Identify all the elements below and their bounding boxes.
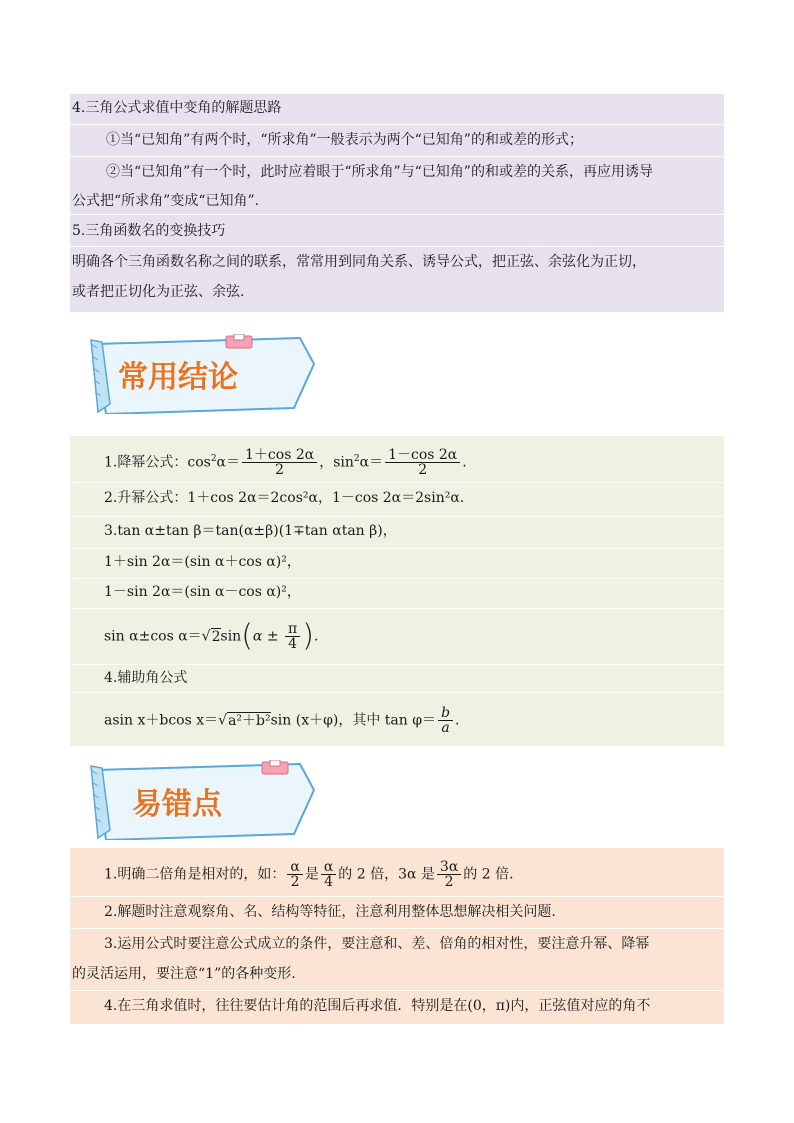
fraction: $\frac{1-\cos 2\alpha}{2}$ bbox=[385, 448, 460, 477]
fraction: $\frac{\pi}{4}$ bbox=[285, 622, 300, 651]
tips-heading-4: 4.三角公式求值中变角的解题思路 bbox=[72, 100, 282, 116]
mistake-1: 1.明确二倍角是相对的，如： $\frac{\alpha}{2}$ 是 $\frac{\alpha}{4}$ 的 2 倍，3α 是 $\frac{3\alpha}{2}$ 的 2 倍. bbox=[104, 859, 514, 890]
mistake-2: 2.解题时注意观察角、名、结构等特征，注意利用整体思想解决相关问题. bbox=[104, 904, 556, 920]
mistake-3b: 的灵活运用，要注意“1”的各种变形. bbox=[72, 966, 296, 982]
tips-heading-5: 5.三角函数名的变换技巧 bbox=[72, 223, 226, 239]
fraction: $\frac{1+\cos 2\alpha}{2}$ bbox=[242, 448, 317, 477]
tips-para-3b: 或者把正切化为正弦、余弦. bbox=[72, 284, 245, 300]
formula-auxiliary-angle: asin x＋bcos x＝√a²＋b²sin (x＋φ)，其中 tan φ＝ $\frac{b}{a}$ . bbox=[104, 705, 460, 736]
formula-one-minus-sin: 1－sin 2α＝(sin α－cos α)²， bbox=[104, 584, 301, 600]
tips-para-2b: 公式把“所求角”变成“已知角”. bbox=[72, 193, 260, 209]
formula-auxiliary-heading: 4.辅助角公式 bbox=[104, 670, 188, 686]
tips-para-3a: 明确各个三角函数名称之间的联系，常常用到同角关系、诱导公式，把正弦、余弦化为正切， bbox=[72, 254, 646, 270]
banner-common-conclusions bbox=[88, 334, 326, 414]
mistakes-box bbox=[70, 848, 724, 1024]
mistake-4: 4.在三角求值时，往往要估计角的范围后再求值．特别是在(0，π)内，正弦值对应的角不 bbox=[104, 998, 651, 1014]
mistake-3a: 3.运用公式时要注意公式成立的条件，要注意和、差、倍角的相对性，要注意升幂、降幂 bbox=[104, 936, 650, 952]
banner-common-mistakes bbox=[88, 760, 326, 840]
fraction: $\frac{\alpha}{2}$ bbox=[287, 860, 302, 889]
formula-sin-cos-sum: sin α±cos α＝√2sin(α ± $\frac{\pi}{4}$ ). bbox=[104, 618, 319, 654]
formulas-box bbox=[70, 436, 724, 746]
fraction: $\frac{b}{a}$ bbox=[438, 706, 453, 735]
formula-one-plus-sin: 1＋sin 2α＝(sin α＋cos α)²， bbox=[104, 554, 301, 570]
fraction: $\frac{3\alpha}{2}$ bbox=[437, 860, 461, 889]
tips-para-1: ①当“已知角”有两个时，“所求角”一般表示为两个“已知角”的和或差的形式； bbox=[106, 132, 583, 148]
tips-para-2a: ②当“已知角”有一个时，此时应着眼于“所求角”与“已知角”的和或差的关系，再应用诱导 bbox=[106, 164, 653, 180]
formula-power-reduction: 1.降幂公式：$\cos^2\alpha=$ $\frac{1+\cos 2\alpha}{2}$ ，$\sin^2\alpha=$ $\frac{1-\cos 2\alpha}{2}$ . bbox=[104, 447, 467, 478]
tips-box bbox=[70, 94, 724, 312]
formula-tan-sum: 3.tan α±tan β＝tan(α±β)(1∓tan αtan β)， bbox=[104, 523, 397, 539]
banner2-title: 易错点 bbox=[132, 787, 222, 822]
formula-power-raise: 2.升幂公式：1＋cos 2α＝2cos²α，1－cos 2α＝2sin²α. bbox=[104, 490, 465, 506]
fraction: $\frac{\alpha}{4}$ bbox=[321, 860, 336, 889]
banner1-title: 常用结论 bbox=[118, 360, 238, 395]
